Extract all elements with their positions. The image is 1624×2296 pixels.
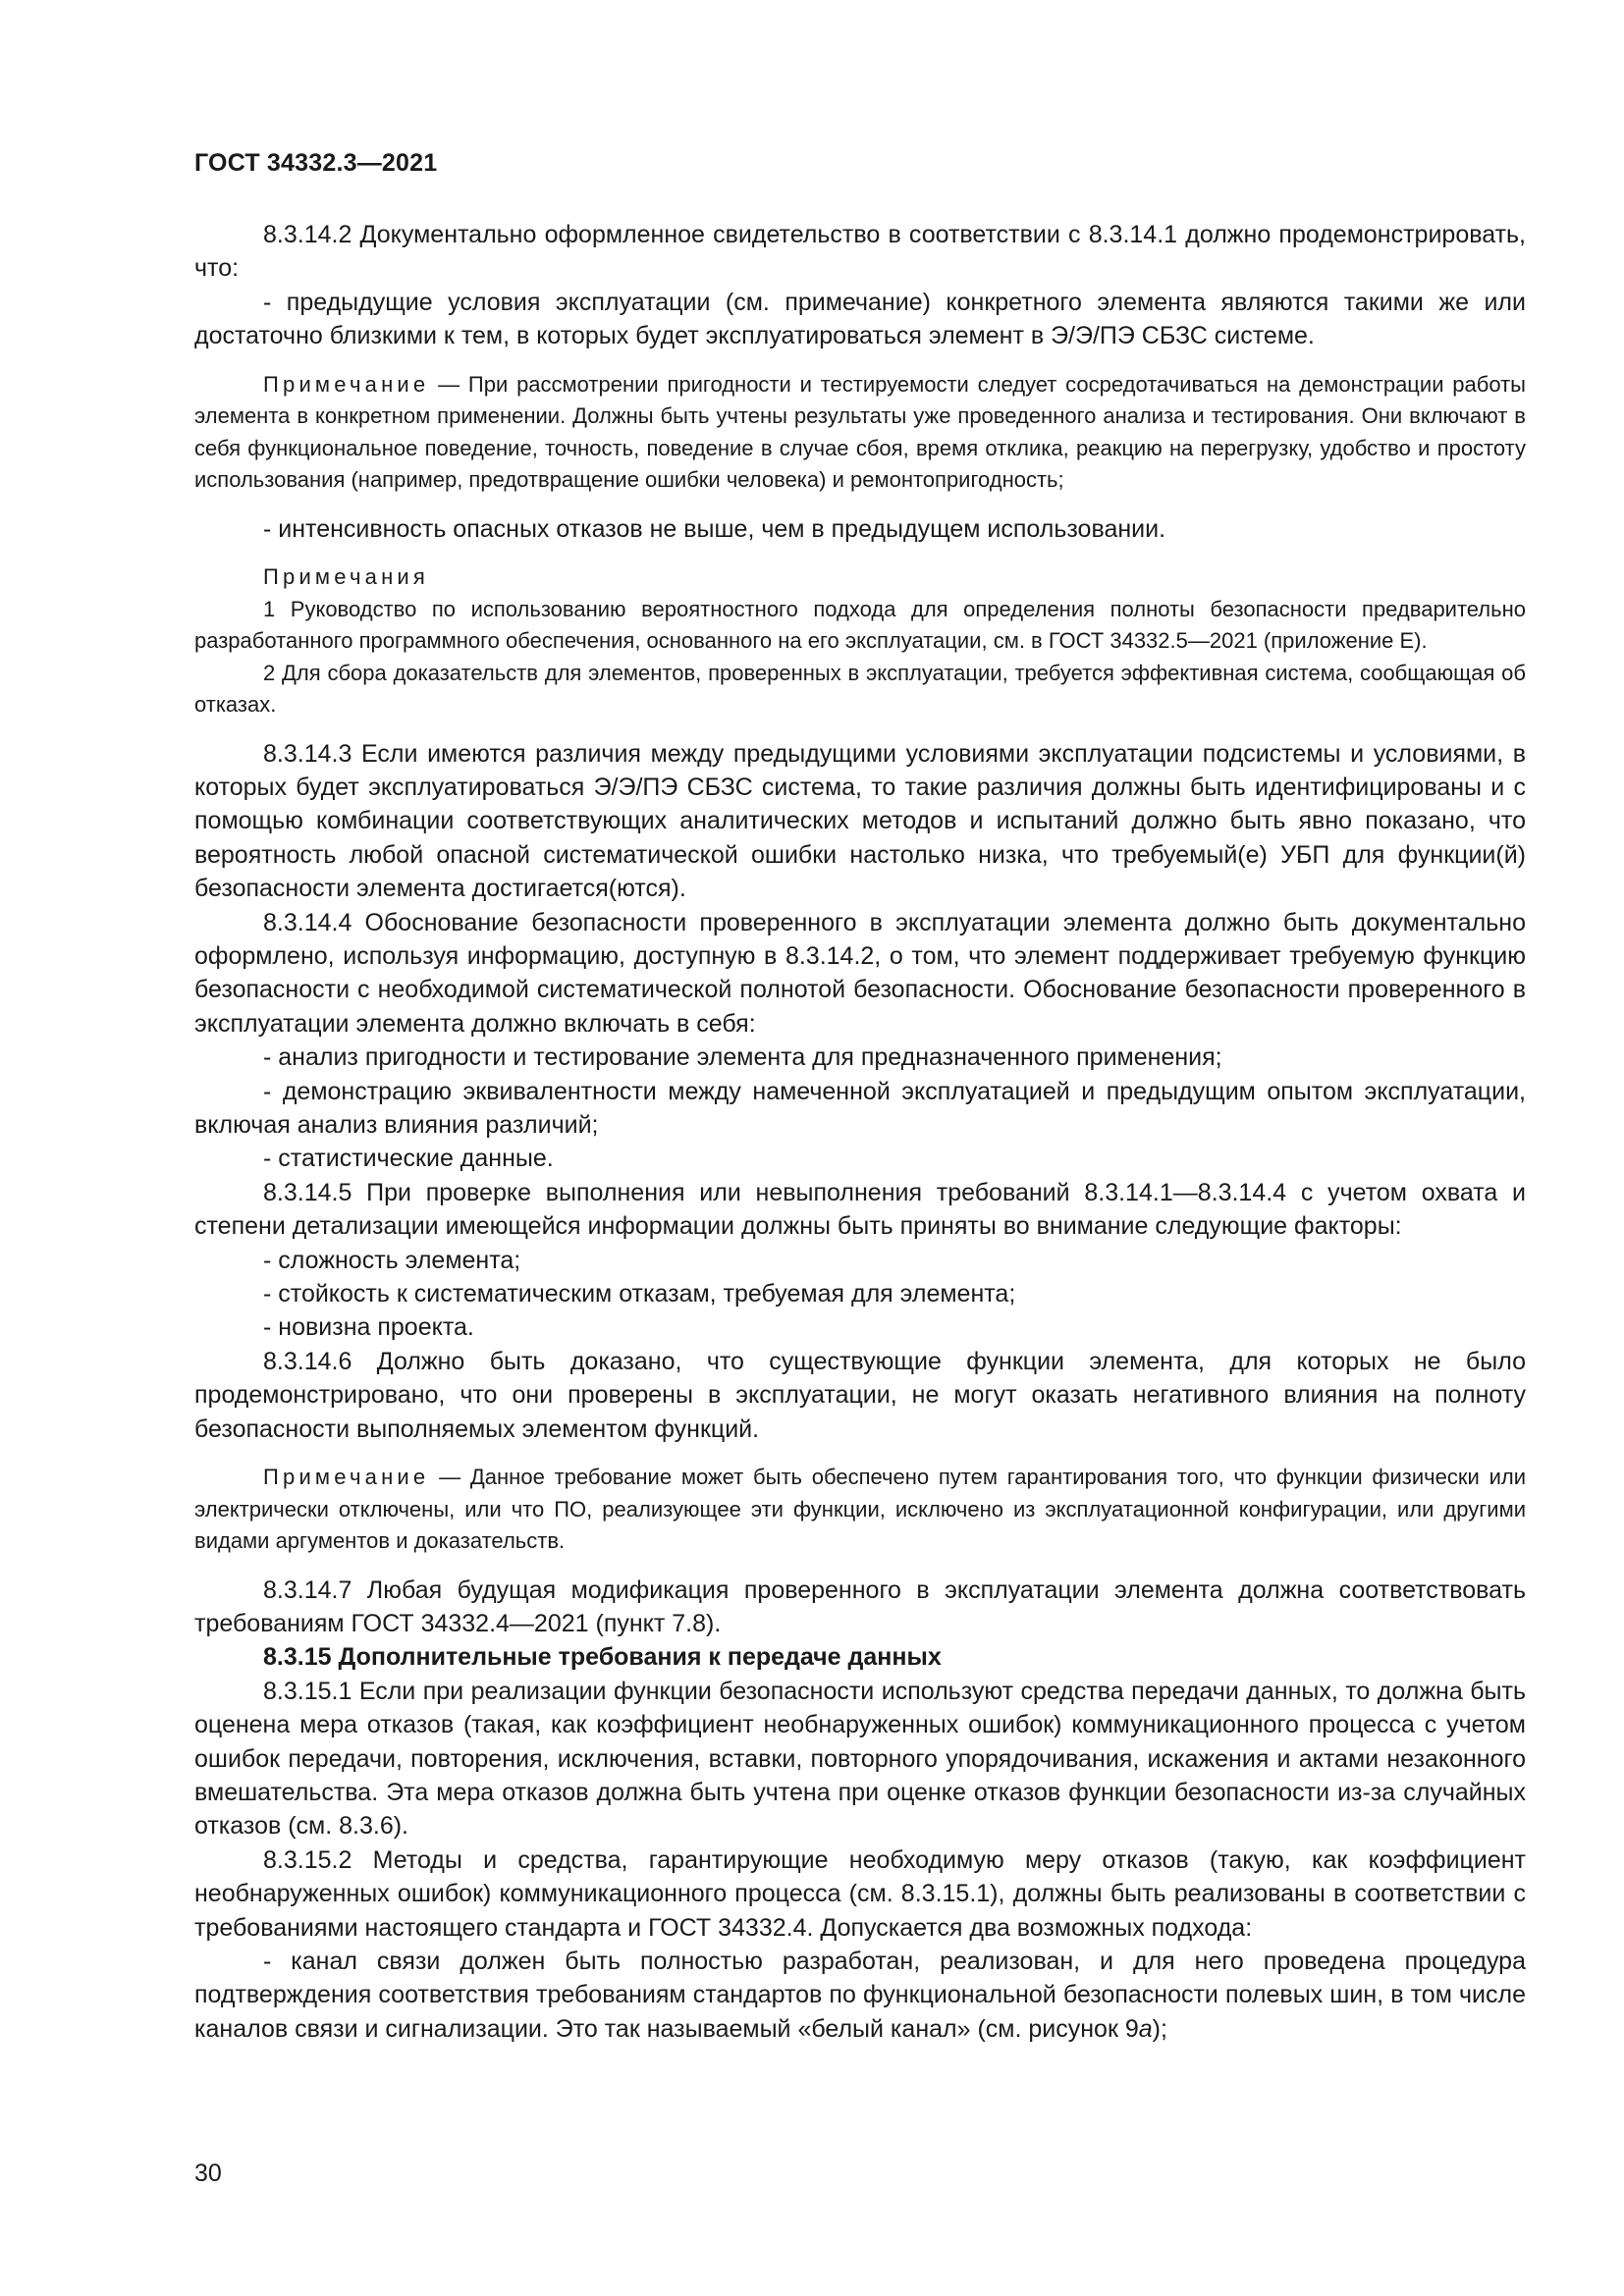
list-item: - интенсивность опасных отказов не выше, чем в предыдущем использовании. <box>263 514 1166 543</box>
list-item: - демонстрацию эквивалентности между намеченной эксплуатацией и предыдущим опытом эксплуатации, включая анализ влияния различий; <box>194 1077 1526 1139</box>
page-number: 30 <box>194 2160 222 2187</box>
clause-8-3-15-2: 8.3.15.2 Методы и средства, гарантирующие необходимую меру отказов (такую, как коэффициент необнаруженных ошибок) коммуникационного процесса (см. 8.3.15.1), должны быть реализованы в соответствии с требованиями настоящего стандарта и ГОСТ 34332.4. Допускается два возможных подхода: <box>194 1845 1526 1942</box>
clause-8-3-14-3: 8.3.14.3 Если имеются различия между предыдущими условиями эксплуатации подсистемы и условиями, в которых будет эксплуатироваться Э/Э/ПЭ СБЗС система, то такие различия должны быть идентифицированы и с помощью комбинации соответствующих аналитических методов и испытаний должно быть явно показано, что вероятность любой опасной систематической ошибки настолько низка, что требуемый(е) УБП для функции(й) безопасности элемента достигается(ются). <box>194 739 1526 903</box>
clause-8-3-15-1: 8.3.15.1 Если при реализации функции безопасности используют средства передачи данных, то должна быть оценена мера отказов (такая, как коэффициент необнаруженных ошибок) коммуникационного процесса с учетом ошибок передачи, повторения, исключения, вставки, повторного упорядочивания, искажения и актами незаконного вмешательства. Эта мера отказов должна быть учтена при оценке отказов функции безопасности из-за случайных отказов (см. 8.3.6). <box>194 1677 1526 1841</box>
list-item: - сложность элемента; <box>263 1246 521 1274</box>
list-item: - статистические данные. <box>263 1145 554 1173</box>
list-item: - новизна проекта. <box>263 1313 474 1342</box>
list-item-end: ); <box>1152 2014 1167 2043</box>
clause-8-3-14-6: 8.3.14.6 Должно быть доказано, что существующие функции элемента, для которых не было продемонстрировано, что они проверены в эксплуатации, не могут оказать негативного влияния на полноту безопасности выполняемых элементом функций. <box>194 1347 1526 1443</box>
note-2 <box>194 1462 1526 1558</box>
note-text: — При рассмотрении пригодности и тестируемости следует сосредотачиваться на демонстрации работы элемента в конкретном применении. Должны быть учтены результаты уже проведенного анализа и тестирования. Они включают в себя функциональное поведение, точность, поведение в случае сбоя, время отклика, реакцию на перегрузку, удобство и простоту использования (например, предотвращение ошибки человека) и ремонтопригодность; <box>194 371 1526 493</box>
list-item-text: - канал связи должен быть полностью разработан, реализован, и для него проведена процедура подтверждения соответствия требованиям стандартов по функциональной безопасности полевых шин, в том числе каналов связи и сигнализации. Это так называемый «белый канал» (см. рисунок 9 <box>194 1948 1526 2043</box>
section-heading-8-3-15: 8.3.15 Дополнительные требования к передаче данных <box>263 1643 942 1672</box>
notes-heading <box>194 561 1526 594</box>
clause-8-3-14-5: 8.3.14.5 При проверке выполнения или невыполнения требований 8.3.14.1—8.3.14.4 с учетом охвата и степени детализации имеющейся информации должны быть приняты во внимание следующие факторы: <box>194 1178 1526 1241</box>
note-label: Примечание <box>263 1465 430 1490</box>
clause-8-3-14-2: 8.3.14.2 Документально оформленное свидетельство в соответствии с 8.3.14.1 должно продемонстрировать, что: <box>194 221 1526 283</box>
notes-heading-label: Примечания <box>263 564 430 590</box>
list-item: - предыдущие условия эксплуатации (см. примечание) конкретного элемента являются такими же или достаточно близкими к тем, в которых будет эксплуатироваться элемент в Э/Э/ПЭ СБЗС системе. <box>194 288 1526 350</box>
note-text: — Данное требование может быть обеспечено путем гарантирования того, что функции физически или электрически отключены, или что ПО, реализующее эти функции, исключено из эксплуатационной конфигурации, или другими видами аргументов и доказательств. <box>194 1465 1526 1554</box>
list-item: - стойкость к систематическим отказам, требуемая для элемента; <box>263 1280 1016 1308</box>
document-body <box>194 218 1526 2046</box>
note-item-2: 2 Для сбора доказательств для элементов, проверенных в эксплуатации, требуется эффективная система, сообщающая об отказах. <box>194 660 1526 718</box>
document-header: ГОСТ 34332.3—2021 <box>194 149 438 177</box>
list-item: - анализ пригодности и тестирование элемента для предназначенного применения; <box>263 1043 1222 1072</box>
note-label: Примечание <box>263 371 430 397</box>
clause-8-3-14-7: 8.3.14.7 Любая будущая модификация проверенного в эксплуатации элемента должна соответствовать требованиям ГОСТ 34332.4—2021 (пункт 7.8). <box>194 1575 1526 1637</box>
figure-ref-letter: а <box>1138 2014 1153 2043</box>
note-1 <box>194 369 1526 497</box>
note-item-1: 1 Руководство по использованию вероятностного подхода для определения полноты безопасности предварительно разработанного программного обеспечения, основанного на его эксплуатации, см. в ГОСТ 34332.5—2021 (приложение Е). <box>194 596 1526 654</box>
clause-8-3-14-4: 8.3.14.4 Обоснование безопасности проверенного в эксплуатации элемента должно быть документально оформлено, используя информацию, доступную в 8.3.14.2, о том, что элемент поддерживает требуемую функцию безопасности с необходимой систематической полнотой безопасности. Обоснование безопасности проверенного в эксплуатации элемента должно включать в себя: <box>194 908 1526 1038</box>
list-item <box>194 1945 1526 2046</box>
